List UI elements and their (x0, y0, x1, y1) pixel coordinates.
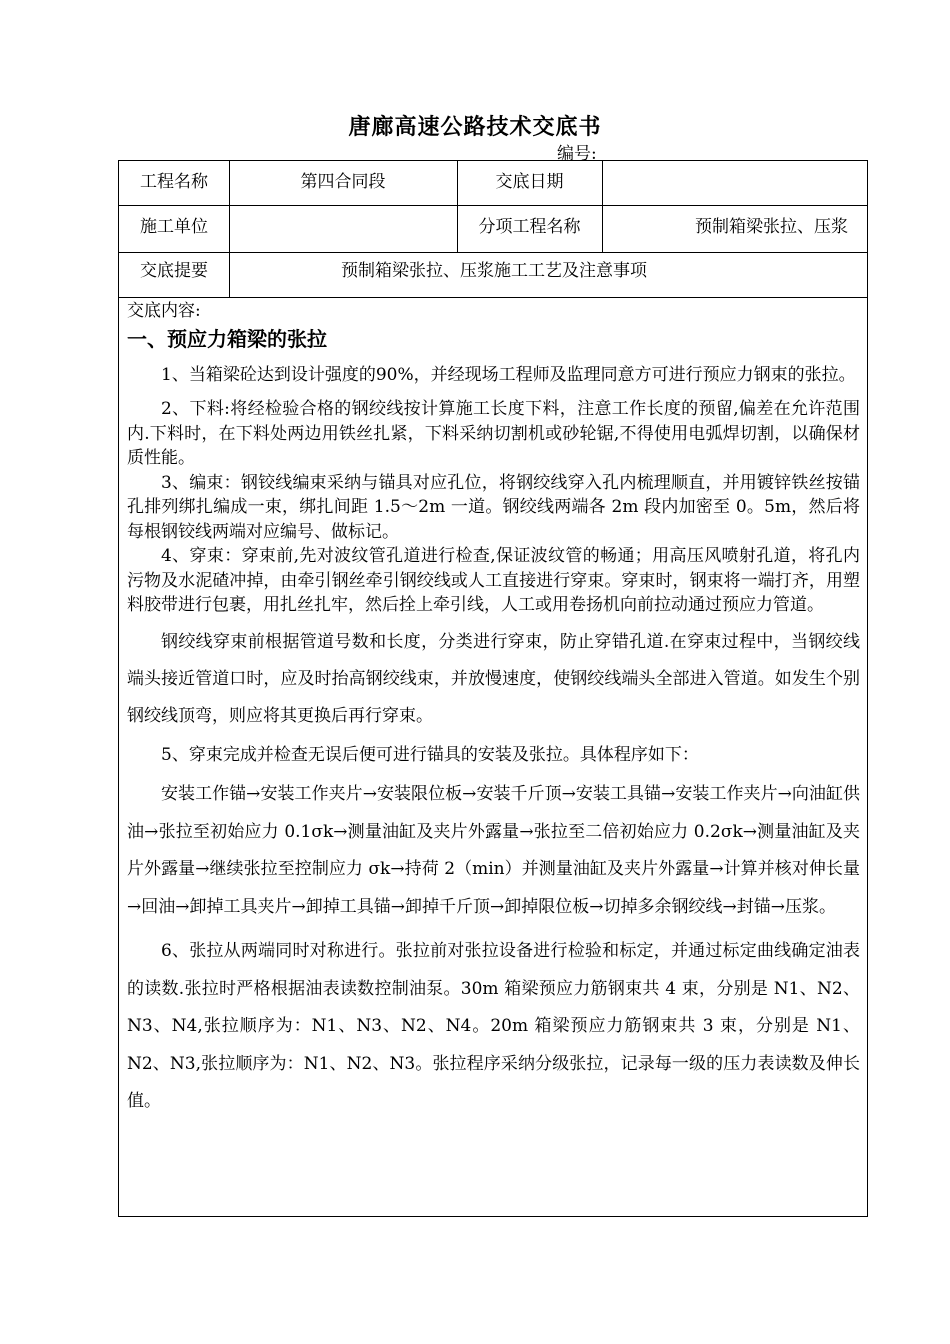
paragraph: 6、张拉从两端同时对称进行。张拉前对张拉设备进行检验和标定，并通过标定曲线确定油表的读数.张拉时严格根据油表读数控制油泵。30m 箱梁预应力筋钢束共 4 束，分别是 N1、N2、N3、N4,张拉顺序为：N1、N3、N2、N4。20m 箱梁预应力筋钢束共 3 束，分别是 N1、N2、N3,张拉顺序为：N1、N2、N3。张拉程序采纳分级张拉，记录每一级的压力表读数及伸长值。 (127, 941, 860, 1111)
paragraph: 5、穿束完成并检查无误后便可进行锚具的安装及张拉。具体程序如下： (161, 744, 699, 765)
project-name-value: 第四合同段 (300, 172, 386, 192)
document-title: 唐廊高速公路技术交底书 (348, 115, 602, 140)
row-divider (119, 252, 867, 253)
paragraph: 安装工作锚→安装工作夹片→安装限位板→安装千斤顶→安装工具锚→安装工作夹片→向油缸供油→张拉至初始应力 0.1σk→测量油缸及夹片外露量→张拉至二倍初始应力 0.2σk→测量油缸及夹片外露量→继续张拉至控制应力 σk→持荷 2（min）并测量油缸及夹片外露量→计算并核对伸长量→回油→卸掉工具夹片→卸掉工具锚→卸掉千斤顶→卸掉限位板→切掉多余钢绞线→封锚→压浆。 (127, 784, 860, 917)
serial-number-label: 编号: (557, 144, 597, 164)
disclosure-content (127, 301, 860, 1121)
disclosure-form (118, 160, 868, 1217)
summary-value: 预制箱梁张拉、压浆施工工艺及注意事项 (341, 261, 647, 281)
row-divider (119, 297, 867, 298)
construction-unit-label: 施工单位 (140, 217, 208, 237)
content-label: 交底内容: (127, 301, 201, 321)
row-divider (119, 205, 867, 206)
paragraph: 4、穿束：穿束前,先对波纹管孔道进行检查,保证波纹管的畅通；用高压风喷射孔道，将孔内污物及水泥碴冲掉，由牵引钢丝牵引钢绞线或人工直接进行穿束。穿束时，钢束将一端打齐，用塑料胶带进行包裹，用扎丝扎牢，然后拴上牵引线，人工或用卷扬机向前拉动通过预应力管道。 (127, 546, 860, 615)
paragraph: 1、当箱梁砼达到设计强度的90%，并经现场工程师及监理同意方可进行预应力钢束的张拉。 (161, 365, 856, 385)
section-heading: 一、预应力箱梁的张拉 (127, 327, 327, 351)
paragraph: 3、编束：钢铰线编束采纳与锚具对应孔位，将钢绞线穿入孔内梳理顺直，并用镀锌铁丝按锚孔排列绑扎编成一束，绑扎间距 1.5～2m 一道。钢绞线两端各 2m 段内加密至 0。5m，然后将每根钢铰线两端对应编号、做标记。 (127, 472, 860, 542)
summary-label: 交底提要 (140, 261, 208, 281)
paragraph: 钢绞线穿束前根据管道号数和长度，分类进行穿束，防止穿错孔道.在穿束过程中，当钢绞线端头接近管道口时，应及时抬高钢绞线束，并放慢速度，使钢绞线端头全部进入管道。如发生个别钢绞线顶弯，则应将其更换后再行穿束。 (127, 631, 860, 726)
paragraph: 2、下料:将经检验合格的钢绞线按计算施工长度下料，注意工作长度的预留,偏差在允许范围内.下料时，在下料处两边用铁丝扎紧，下料采纳切割机或砂轮锯,不得使用电弧焊切割，以确保材质性能。 (127, 399, 860, 468)
column-divider (602, 161, 603, 252)
date-label: 交底日期 (495, 172, 564, 192)
project-name-label: 工程名称 (140, 172, 208, 192)
subitem-name-value: 预制箱梁张拉、压浆 (695, 217, 848, 237)
subitem-name-label: 分项工程名称 (478, 217, 581, 237)
